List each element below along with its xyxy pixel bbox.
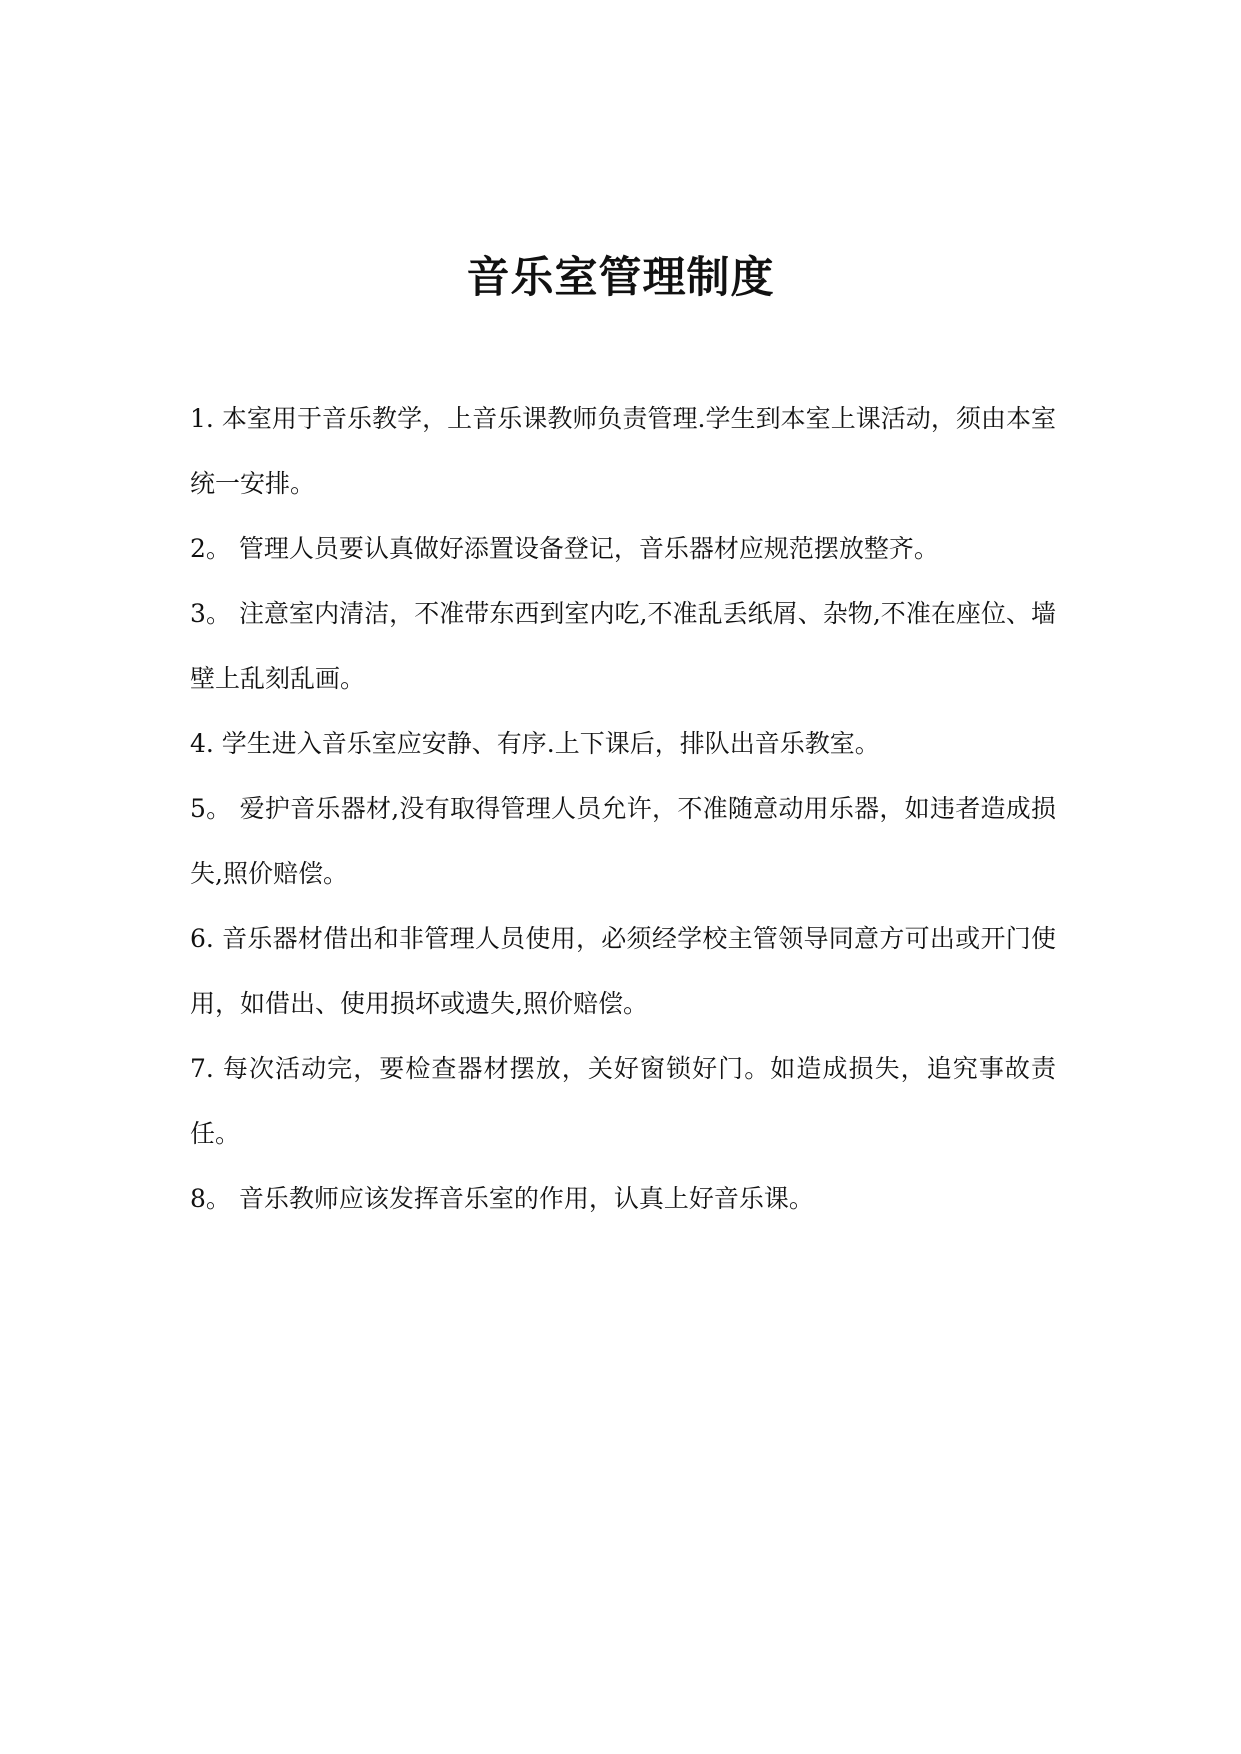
- rule-item-4: [190, 711, 1056, 776]
- rule-number: 8。: [190, 1184, 231, 1213]
- rule-text: 管理人员要认真做好添置设备登记，音乐器材应规范摆放整齐。: [230, 534, 939, 563]
- rule-item-8: [190, 1166, 1056, 1231]
- rule-item-2: [190, 516, 1056, 581]
- rule-item-7: [190, 1036, 1056, 1166]
- rule-item-6: [190, 906, 1056, 1036]
- rule-item-1: [190, 386, 1056, 516]
- rule-text: 学生进入音乐室应安静、有序.上下课后，排队出音乐教室。: [213, 729, 880, 758]
- page-title: 音乐室管理制度: [466, 253, 775, 303]
- rules-list: [190, 386, 1056, 1231]
- rule-text: 音乐器材借出和非管理人员使用，必须经学校主管领导同意方可出或开门使用，如借出、使用损坏或遗失,照价赔偿。: [190, 924, 1056, 1018]
- rule-number: 6.: [190, 924, 214, 953]
- rule-text: 爱护音乐器材,没有取得管理人员允许，不准随意动用乐器，如违者造成损失,照价赔偿。: [190, 794, 1056, 888]
- rule-number: 2。: [190, 534, 231, 563]
- rule-number: 7.: [190, 1054, 214, 1083]
- rule-number: 5。: [190, 794, 232, 823]
- rule-item-5: [190, 776, 1056, 906]
- rule-text: 每次活动完，要检查器材摆放，关好窗锁好门。如造成损失，追究事故责任。: [190, 1054, 1056, 1148]
- rule-item-3: [190, 581, 1056, 711]
- rule-text: 注意室内清洁，不准带东西到室内吃,不准乱丢纸屑、杂物,不准在座位、墙壁上乱刻乱画。: [190, 599, 1057, 693]
- rule-text: 音乐教师应该发挥音乐室的作用，认真上好音乐课。: [230, 1184, 814, 1213]
- rule-number: 1.: [190, 404, 214, 433]
- rule-number: 3。: [190, 599, 231, 628]
- rule-number: 4.: [190, 729, 214, 758]
- rule-text: 本室用于音乐教学，上音乐课教师负责管理.学生到本室上课活动，须由本室统一安排。: [190, 404, 1056, 498]
